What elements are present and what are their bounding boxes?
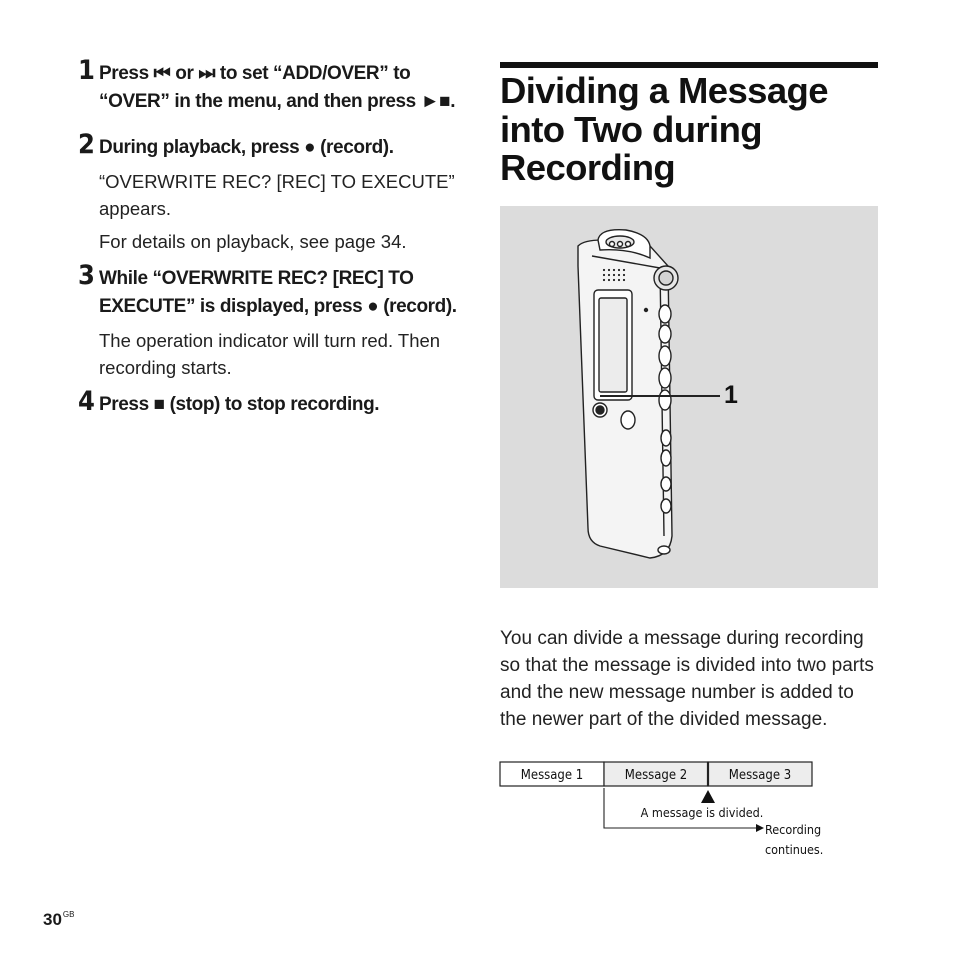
message-1-label: Message 1 [520,768,584,783]
divided-label: A message is divided. [640,805,764,820]
step-title: Press ⏮ or ⏭ to set “ADD/OVER” to “OVER” in the menu, and then press ►■. [99,60,458,116]
ic-recorder-illustration [500,206,878,588]
step-body [99,327,458,381]
step-number: 3 [78,260,95,291]
step-paragraph: For details on playback, see page 34. [99,231,407,252]
step-2 [78,129,458,255]
device-figure [500,206,878,588]
step-number: 2 [78,129,95,160]
message-diagram [498,758,828,868]
record-icon: ● [367,296,379,317]
arrow-right-icon [756,824,764,832]
title-rule [500,62,878,68]
page-suffix: GB [62,910,75,919]
step-1 [78,55,458,116]
continues-label-line2: continues. [765,842,824,857]
step-number: 1 [78,55,95,86]
next-track-icon: ⏭ [198,63,216,84]
step-title: While “OVERWRITE REC? [REC] TO EXECUTE” is displayed, press ● (record). [99,265,458,321]
previous-track-icon: ⏮ [153,63,171,84]
message-division-diagram [498,758,828,868]
record-icon: ● [304,137,316,158]
callout-label: 1 [724,381,738,409]
step-title: During playback, press ● (record). [99,134,458,162]
section-header [500,62,878,188]
step-title: Press ■ (stop) to stop recording. [99,391,458,419]
step-4 [78,386,458,419]
section-description: You can divide a message during recording so that the message is divided into two parts and the new message number is added to the newer part of the divided message. [500,628,874,730]
section-title: Dividing a Message into Two during Recording [500,70,828,188]
message-3-label: Message 3 [728,768,792,783]
continues-label-line1: Recording [765,822,822,837]
step-number: 4 [78,386,95,417]
procedure-steps [78,55,458,429]
step-body [99,168,458,255]
step-3 [78,260,458,381]
message-2-label: Message 2 [624,768,688,783]
division-marker-icon [701,790,715,803]
step-paragraph: The operation indicator will turn red. Then recording starts. [99,330,441,378]
play-stop-icon: ►■ [420,91,451,112]
stop-icon: ■ [153,394,165,415]
page-number: $30^{GB}$ [43,910,75,929]
step-paragraph: “OVERWRITE REC? [REC] TO EXECUTE” appears. [99,171,455,219]
